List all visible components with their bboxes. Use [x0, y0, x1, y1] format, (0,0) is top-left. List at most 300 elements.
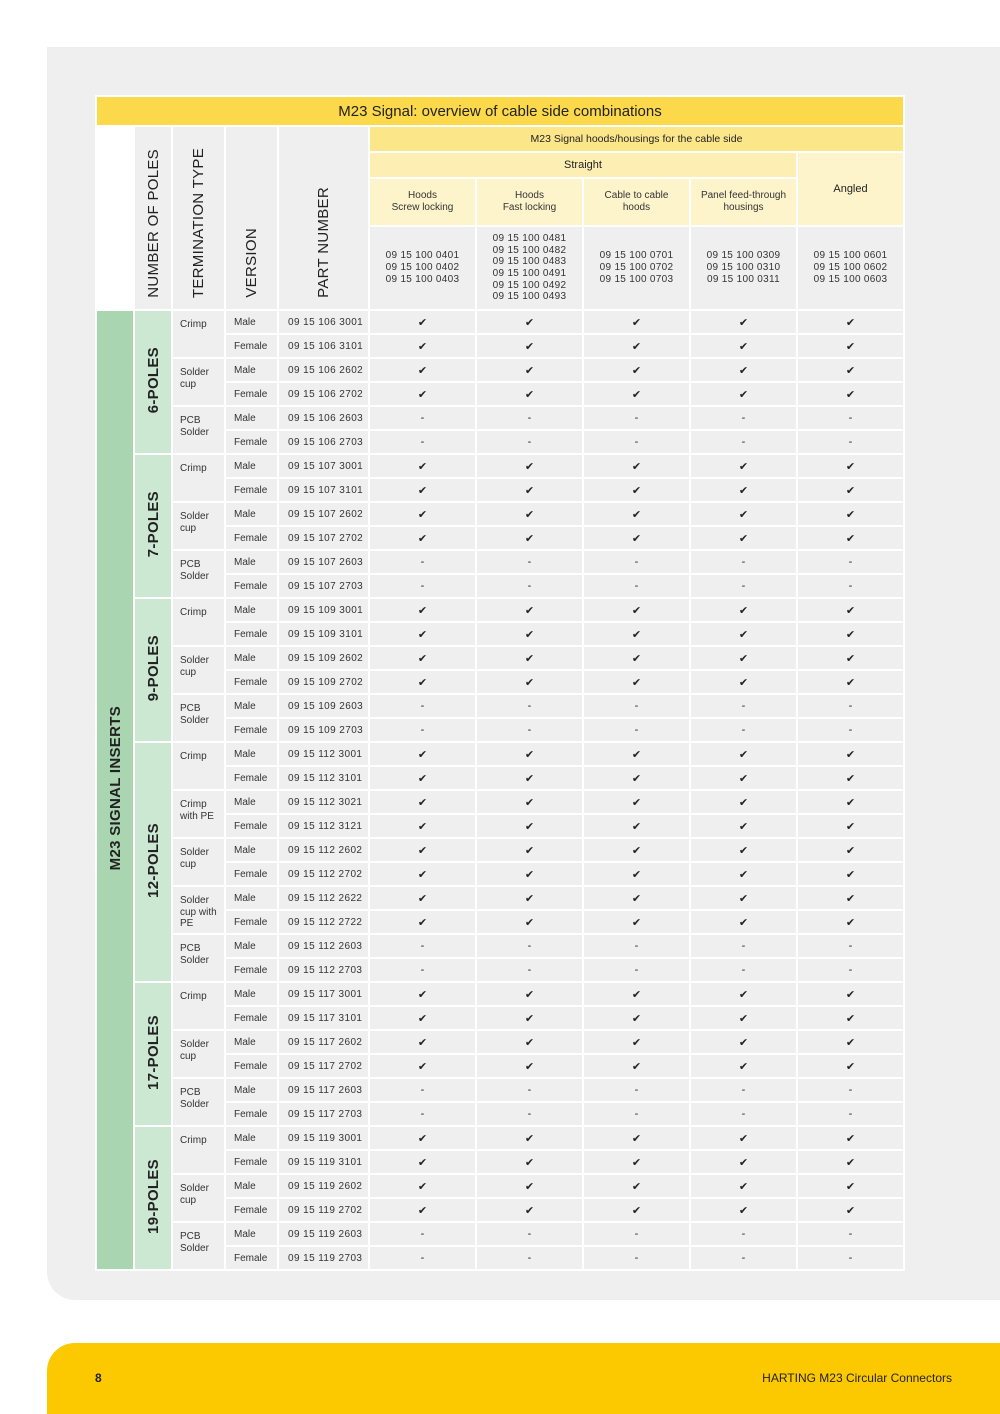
part-number-cell: 09 15 112 3021 [279, 791, 368, 813]
check-icon: ✔ [798, 479, 903, 501]
check-icon: ✔ [477, 359, 582, 381]
dash-cell: - [691, 935, 796, 957]
part-number-cell: 09 15 106 2603 [279, 407, 368, 429]
version-cell: Male [226, 503, 277, 525]
check-icon: ✔ [370, 815, 475, 837]
check-icon: ✔ [798, 599, 903, 621]
check-icon: ✔ [691, 839, 796, 861]
dash-cell: - [798, 431, 903, 453]
part-number-cell: 09 15 117 2702 [279, 1055, 368, 1077]
version-cell: Female [226, 575, 277, 597]
table-row [97, 695, 903, 717]
dash-cell: - [477, 1103, 582, 1125]
check-icon: ✔ [798, 383, 903, 405]
part-number-cell: 09 15 107 2702 [279, 527, 368, 549]
check-icon: ✔ [370, 983, 475, 1005]
check-icon: ✔ [691, 1007, 796, 1029]
check-icon: ✔ [798, 1007, 903, 1029]
check-icon: ✔ [584, 623, 689, 645]
check-icon: ✔ [584, 503, 689, 525]
table-row [97, 743, 903, 765]
version-cell: Male [226, 1175, 277, 1197]
check-icon: ✔ [477, 887, 582, 909]
poles-label: 6-POLES [144, 347, 162, 414]
table-row [97, 1127, 903, 1149]
part-number-cell: 09 15 112 3121 [279, 815, 368, 837]
version-cell: Female [226, 1151, 277, 1173]
check-icon: ✔ [691, 671, 796, 693]
part-number-cell: 09 15 112 3001 [279, 743, 368, 765]
check-icon: ✔ [584, 311, 689, 333]
part-number-cell: 09 15 106 2703 [279, 431, 368, 453]
group-label: M23 SIGNAL INSERTS [106, 706, 124, 871]
dash-cell: - [691, 695, 796, 717]
check-icon: ✔ [477, 671, 582, 693]
dash-cell: - [477, 407, 582, 429]
check-icon: ✔ [584, 647, 689, 669]
check-icon: ✔ [477, 863, 582, 885]
version-cell: Male [226, 887, 277, 909]
part-number-cell: 09 15 112 2602 [279, 839, 368, 861]
check-icon: ✔ [584, 863, 689, 885]
dash-cell: - [691, 407, 796, 429]
check-icon: ✔ [584, 1151, 689, 1173]
check-icon: ✔ [691, 479, 796, 501]
termination-type: Crimp [173, 311, 224, 357]
check-icon: ✔ [370, 791, 475, 813]
combinations-table [95, 95, 905, 1271]
check-icon: ✔ [370, 311, 475, 333]
check-icon: ✔ [477, 383, 582, 405]
check-icon: ✔ [370, 527, 475, 549]
dash-cell: - [370, 431, 475, 453]
check-icon: ✔ [691, 743, 796, 765]
part-number-cell: 09 15 119 3001 [279, 1127, 368, 1149]
check-icon: ✔ [370, 1175, 475, 1197]
check-icon: ✔ [477, 527, 582, 549]
table-row [97, 359, 903, 381]
version-cell: Female [226, 767, 277, 789]
part-number-cell: 09 15 109 2602 [279, 647, 368, 669]
check-icon: ✔ [691, 1055, 796, 1077]
header-part-numbers: 09 15 100 0401 09 15 100 0402 09 15 100 0403 [370, 227, 475, 309]
poles-cell [135, 983, 171, 1125]
check-icon: ✔ [798, 335, 903, 357]
header-part-numbers: 09 15 100 0601 09 15 100 0602 09 15 100 0603 [798, 227, 903, 309]
check-icon: ✔ [584, 383, 689, 405]
check-icon: ✔ [584, 767, 689, 789]
page-footer [47, 1343, 1000, 1414]
dash-cell: - [584, 1103, 689, 1125]
dash-cell: - [477, 551, 582, 573]
page-number: 8 [95, 1371, 102, 1385]
check-icon: ✔ [798, 983, 903, 1005]
check-icon: ✔ [370, 671, 475, 693]
check-icon: ✔ [798, 911, 903, 933]
termination-type: Solder cup [173, 503, 224, 549]
group-label-cell [97, 311, 133, 1269]
version-cell: Male [226, 695, 277, 717]
version-cell: Male [226, 551, 277, 573]
dash-cell: - [477, 1223, 582, 1245]
part-number-cell: 09 15 117 2602 [279, 1031, 368, 1053]
check-icon: ✔ [370, 383, 475, 405]
table-title: M23 Signal: overview of cable side combinations [97, 97, 903, 125]
header-straight: Straight [370, 153, 796, 177]
dash-cell: - [798, 695, 903, 717]
check-icon: ✔ [798, 527, 903, 549]
check-icon: ✔ [370, 479, 475, 501]
dash-cell: - [370, 551, 475, 573]
version-cell: Female [226, 1055, 277, 1077]
check-icon: ✔ [477, 311, 582, 333]
version-cell: Male [226, 311, 277, 333]
title-row [97, 97, 903, 125]
part-number-cell: 09 15 109 2603 [279, 695, 368, 717]
check-icon: ✔ [691, 791, 796, 813]
dash-cell: - [798, 575, 903, 597]
check-icon: ✔ [584, 983, 689, 1005]
check-icon: ✔ [370, 1007, 475, 1029]
termination-type: Crimp [173, 743, 224, 789]
dash-cell: - [477, 935, 582, 957]
dash-cell: - [691, 551, 796, 573]
version-cell: Female [226, 719, 277, 741]
part-number-cell: 09 15 112 3101 [279, 767, 368, 789]
poles-cell [135, 311, 171, 453]
check-icon: ✔ [691, 1199, 796, 1221]
check-icon: ✔ [584, 455, 689, 477]
table-row [97, 551, 903, 573]
check-icon: ✔ [370, 599, 475, 621]
check-icon: ✔ [477, 767, 582, 789]
check-icon: ✔ [370, 839, 475, 861]
part-number-cell: 09 15 106 2702 [279, 383, 368, 405]
check-icon: ✔ [691, 1031, 796, 1053]
termination-type: PCB Solder [173, 407, 224, 453]
check-icon: ✔ [798, 647, 903, 669]
part-number-cell: 09 15 117 2703 [279, 1103, 368, 1125]
dash-cell: - [584, 1247, 689, 1269]
check-icon: ✔ [691, 335, 796, 357]
header-part-numbers: 09 15 100 0309 09 15 100 0310 09 15 100 0311 [691, 227, 796, 309]
table-row [97, 1175, 903, 1197]
dash-cell: - [477, 575, 582, 597]
termination-type: Solder cup [173, 647, 224, 693]
check-icon: ✔ [798, 1151, 903, 1173]
part-number-cell: 09 15 119 2602 [279, 1175, 368, 1197]
check-icon: ✔ [798, 311, 903, 333]
check-icon: ✔ [477, 503, 582, 525]
check-icon: ✔ [691, 1151, 796, 1173]
check-icon: ✔ [477, 335, 582, 357]
dash-cell: - [798, 719, 903, 741]
poles-label: 9-POLES [144, 635, 162, 702]
dash-cell: - [477, 431, 582, 453]
termination-type: PCB Solder [173, 695, 224, 741]
termination-type: PCB Solder [173, 935, 224, 981]
part-number-cell: 09 15 119 2702 [279, 1199, 368, 1221]
header-hoods-group: M23 Signal hoods/housings for the cable side [370, 127, 903, 151]
check-icon: ✔ [798, 743, 903, 765]
dash-cell: - [798, 935, 903, 957]
check-icon: ✔ [691, 623, 796, 645]
dash-cell: - [370, 1103, 475, 1125]
dash-cell: - [691, 431, 796, 453]
check-icon: ✔ [584, 1199, 689, 1221]
check-icon: ✔ [370, 743, 475, 765]
version-cell: Female [226, 527, 277, 549]
dash-cell: - [798, 1079, 903, 1101]
termination-type: PCB Solder [173, 1223, 224, 1269]
dash-cell: - [370, 575, 475, 597]
check-icon: ✔ [477, 623, 582, 645]
check-icon: ✔ [691, 455, 796, 477]
check-icon: ✔ [584, 599, 689, 621]
version-cell: Female [226, 863, 277, 885]
version-cell: Male [226, 983, 277, 1005]
check-icon: ✔ [477, 479, 582, 501]
dash-cell: - [798, 1223, 903, 1245]
version-cell: Female [226, 1199, 277, 1221]
version-cell: Male [226, 599, 277, 621]
check-icon: ✔ [691, 311, 796, 333]
table-row [97, 407, 903, 429]
check-icon: ✔ [477, 599, 582, 621]
dash-cell: - [691, 575, 796, 597]
part-number-cell: 09 15 119 2703 [279, 1247, 368, 1269]
check-icon: ✔ [477, 1151, 582, 1173]
check-icon: ✔ [584, 1031, 689, 1053]
check-icon: ✔ [691, 527, 796, 549]
part-number-cell: 09 15 107 2703 [279, 575, 368, 597]
part-number-cell: 09 15 112 2722 [279, 911, 368, 933]
check-icon: ✔ [477, 1175, 582, 1197]
check-icon: ✔ [798, 1199, 903, 1221]
dash-cell: - [584, 575, 689, 597]
check-icon: ✔ [798, 839, 903, 861]
dash-cell: - [584, 551, 689, 573]
footer-brand: HARTING M23 Circular Connectors [762, 1371, 952, 1385]
check-icon: ✔ [798, 791, 903, 813]
dash-cell: - [691, 1079, 796, 1101]
check-icon: ✔ [370, 887, 475, 909]
check-icon: ✔ [691, 599, 796, 621]
part-number-cell: 09 15 107 3001 [279, 455, 368, 477]
dash-cell: - [584, 719, 689, 741]
check-icon: ✔ [477, 815, 582, 837]
check-icon: ✔ [370, 767, 475, 789]
dash-cell: - [691, 719, 796, 741]
table-row [97, 455, 903, 477]
dash-cell: - [370, 1247, 475, 1269]
header-termination-type: TERMINATION TYPE [173, 127, 224, 309]
check-icon: ✔ [584, 359, 689, 381]
termination-type: Solder cup [173, 359, 224, 405]
part-number-cell: 09 15 117 2603 [279, 1079, 368, 1101]
dash-cell: - [370, 719, 475, 741]
check-icon: ✔ [477, 1031, 582, 1053]
part-number-cell: 09 15 117 3001 [279, 983, 368, 1005]
dash-cell: - [798, 551, 903, 573]
check-icon: ✔ [798, 1055, 903, 1077]
check-icon: ✔ [584, 911, 689, 933]
check-icon: ✔ [691, 1127, 796, 1149]
check-icon: ✔ [691, 1175, 796, 1197]
check-icon: ✔ [584, 1055, 689, 1077]
version-cell: Female [226, 815, 277, 837]
version-cell: Female [226, 911, 277, 933]
version-cell: Male [226, 359, 277, 381]
version-cell: Male [226, 455, 277, 477]
check-icon: ✔ [798, 1175, 903, 1197]
check-icon: ✔ [477, 911, 582, 933]
version-cell: Male [226, 1031, 277, 1053]
dash-cell: - [584, 695, 689, 717]
termination-type: Crimp with PE [173, 791, 224, 837]
dash-cell: - [477, 719, 582, 741]
check-icon: ✔ [584, 839, 689, 861]
termination-type: Crimp [173, 1127, 224, 1173]
header-part-number: PART NUMBER [279, 127, 368, 309]
termination-type: Solder cup [173, 839, 224, 885]
part-number-cell: 09 15 109 2702 [279, 671, 368, 693]
version-cell: Female [226, 1103, 277, 1125]
termination-type: PCB Solder [173, 1079, 224, 1125]
part-number-cell: 09 15 112 2702 [279, 863, 368, 885]
check-icon: ✔ [370, 1055, 475, 1077]
dash-cell: - [691, 1103, 796, 1125]
version-cell: Male [226, 1079, 277, 1101]
poles-cell [135, 455, 171, 597]
part-number-cell: 09 15 106 3001 [279, 311, 368, 333]
version-cell: Female [226, 959, 277, 981]
poles-cell [135, 1127, 171, 1269]
dash-cell: - [584, 959, 689, 981]
version-cell: Female [226, 671, 277, 693]
part-number-cell: 09 15 112 2603 [279, 935, 368, 957]
dash-cell: - [370, 935, 475, 957]
check-icon: ✔ [584, 479, 689, 501]
dash-cell: - [798, 1247, 903, 1269]
check-icon: ✔ [584, 1127, 689, 1149]
version-cell: Male [226, 839, 277, 861]
check-icon: ✔ [584, 815, 689, 837]
check-icon: ✔ [691, 503, 796, 525]
check-icon: ✔ [584, 527, 689, 549]
check-icon: ✔ [370, 359, 475, 381]
part-number-cell: 09 15 107 2603 [279, 551, 368, 573]
header-column-label: Hoods Fast locking [477, 179, 582, 225]
dash-cell: - [798, 959, 903, 981]
version-cell: Male [226, 407, 277, 429]
version-cell: Male [226, 1223, 277, 1245]
check-icon: ✔ [798, 1031, 903, 1053]
table-row [97, 839, 903, 861]
header-column-label: Hoods Screw locking [370, 179, 475, 225]
check-icon: ✔ [584, 791, 689, 813]
check-icon: ✔ [477, 1199, 582, 1221]
part-number-cell: 09 15 112 2703 [279, 959, 368, 981]
check-icon: ✔ [370, 1199, 475, 1221]
check-icon: ✔ [798, 623, 903, 645]
check-icon: ✔ [477, 1127, 582, 1149]
check-icon: ✔ [584, 671, 689, 693]
check-icon: ✔ [798, 1127, 903, 1149]
check-icon: ✔ [584, 1175, 689, 1197]
dash-cell: - [691, 1223, 796, 1245]
header-angled: Angled [798, 153, 903, 225]
dash-cell: - [477, 695, 582, 717]
termination-type: Solder cup [173, 1175, 224, 1221]
termination-type: Crimp [173, 983, 224, 1029]
check-icon: ✔ [477, 455, 582, 477]
check-icon: ✔ [370, 335, 475, 357]
part-number-cell: 09 15 109 2703 [279, 719, 368, 741]
dash-cell: - [370, 1079, 475, 1101]
table-row [97, 791, 903, 813]
version-cell: Female [226, 1247, 277, 1269]
check-icon: ✔ [477, 791, 582, 813]
dash-cell: - [370, 959, 475, 981]
dash-cell: - [798, 1103, 903, 1125]
poles-label: 7-POLES [144, 491, 162, 558]
check-icon: ✔ [370, 1127, 475, 1149]
poles-label: 17-POLES [144, 1015, 162, 1090]
dash-cell: - [477, 959, 582, 981]
check-icon: ✔ [691, 647, 796, 669]
termination-type: Solder cup with PE [173, 887, 224, 933]
dash-cell: - [584, 431, 689, 453]
check-icon: ✔ [798, 671, 903, 693]
header-row-1 [97, 127, 903, 151]
part-number-cell: 09 15 106 2602 [279, 359, 368, 381]
part-number-cell: 09 15 112 2622 [279, 887, 368, 909]
check-icon: ✔ [477, 1007, 582, 1029]
poles-label: 12-POLES [144, 823, 162, 898]
check-icon: ✔ [370, 503, 475, 525]
dash-cell: - [584, 1079, 689, 1101]
part-number-cell: 09 15 109 3001 [279, 599, 368, 621]
check-icon: ✔ [798, 503, 903, 525]
check-icon: ✔ [370, 647, 475, 669]
table-row [97, 1031, 903, 1053]
check-icon: ✔ [370, 623, 475, 645]
table-row [97, 503, 903, 525]
poles-cell [135, 743, 171, 981]
check-icon: ✔ [798, 359, 903, 381]
table-row [97, 311, 903, 333]
table-row [97, 647, 903, 669]
check-icon: ✔ [370, 1031, 475, 1053]
version-cell: Female [226, 383, 277, 405]
dash-cell: - [370, 695, 475, 717]
table-row [97, 935, 903, 957]
dash-cell: - [691, 1247, 796, 1269]
check-icon: ✔ [584, 743, 689, 765]
termination-type: Crimp [173, 599, 224, 645]
check-icon: ✔ [477, 839, 582, 861]
dash-cell: - [798, 407, 903, 429]
table-row [97, 1223, 903, 1245]
part-number-cell: 09 15 119 2603 [279, 1223, 368, 1245]
check-icon: ✔ [477, 1055, 582, 1077]
check-icon: ✔ [370, 455, 475, 477]
header-part-numbers: 09 15 100 0481 09 15 100 0482 09 15 100 0483 09 15 100 0491 09 15 100 0492 09 15 100 0493 [477, 227, 582, 309]
dash-cell: - [477, 1247, 582, 1269]
termination-type: Solder cup [173, 1031, 224, 1077]
part-number-cell: 09 15 107 2602 [279, 503, 368, 525]
